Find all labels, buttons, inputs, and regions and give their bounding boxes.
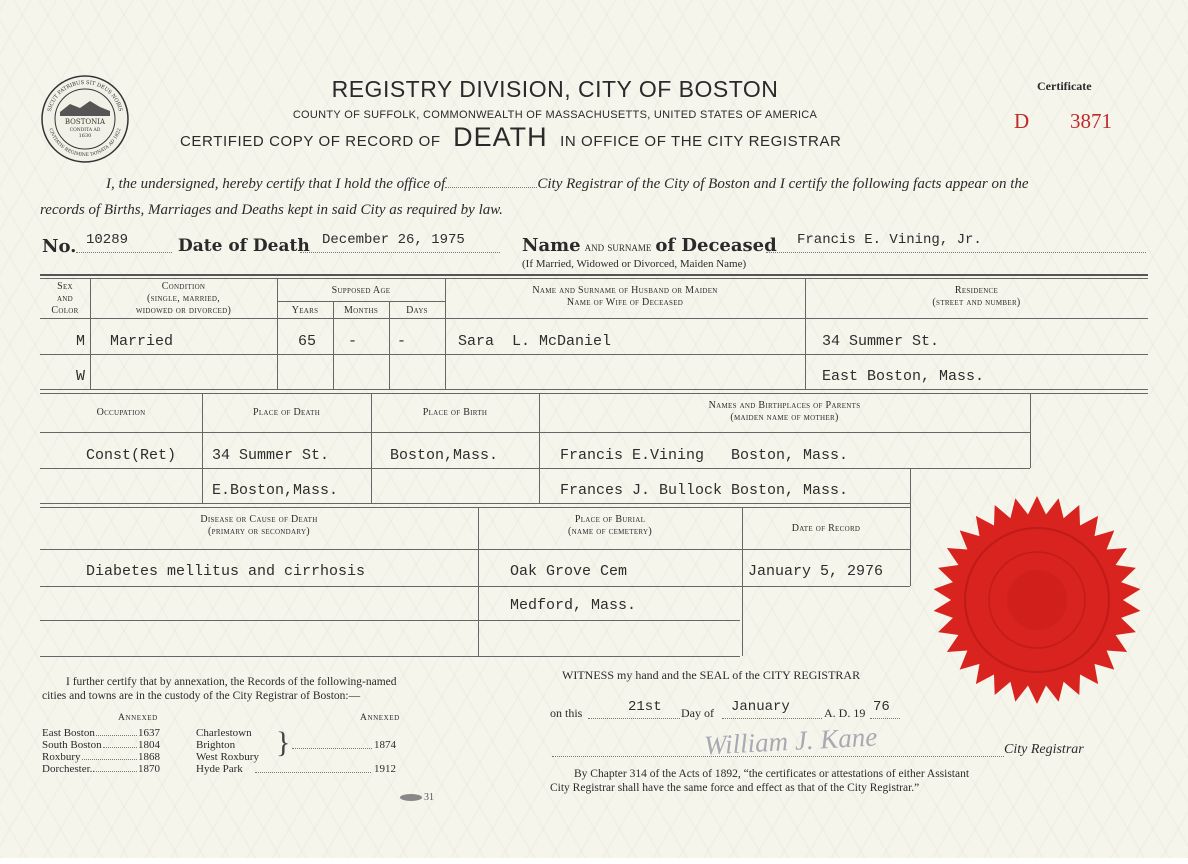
date-of-death-label: Date of Death	[178, 236, 310, 256]
residence-line-1: 34 Summer St.	[822, 333, 940, 350]
seal-ring-bottom: CIVITATIS REGIMINE DONATA AD 1822	[47, 127, 123, 159]
deceased-name: Francis E. Vining, Jr.	[797, 232, 982, 248]
witness-month: January	[731, 699, 790, 715]
red-registrar-seal-icon	[928, 495, 1146, 705]
annex-row-east-boston	[42, 727, 160, 739]
witness-day-of: Day of	[681, 706, 714, 720]
certified-line	[180, 122, 940, 153]
header-color: Color	[51, 305, 79, 316]
boston-city-seal-icon	[40, 74, 130, 164]
certificate-number: 3871	[1070, 109, 1112, 133]
header-condition-sub2: widowed or divorced)	[135, 305, 232, 316]
certify-text-b: City Registrar of the City of Boston and I certify the following facts appear on the	[537, 176, 1029, 192]
header-sex-color	[40, 281, 90, 317]
header-years: Years	[291, 305, 319, 316]
header-parents-sub: (maiden name of mother)	[730, 412, 839, 423]
annex-year: 1870	[138, 763, 160, 775]
header-burial	[478, 514, 742, 538]
annex-year: 1804	[138, 739, 160, 751]
header-days: Days	[406, 305, 428, 316]
header-condition-title: Condition	[161, 281, 206, 292]
annexed-heading-left: Annexed	[118, 713, 158, 723]
header-disease	[40, 514, 478, 538]
header-spouse-1: Name and Surname of Husband or Maiden	[532, 285, 718, 296]
condition-value: Married	[110, 333, 174, 350]
burial-line-2: Medford, Mass.	[510, 597, 637, 614]
certified-death: DEATH	[453, 122, 548, 152]
annex-town-west-roxbury: West Roxbury	[196, 751, 259, 763]
certified-post: IN OFFICE OF THE CITY REGISTRAR	[560, 133, 842, 150]
header-parents-title: Names and Birthplaces of Parents	[708, 400, 861, 411]
annex-intro-2: cities and towns are in the custody of the City Registrar of Boston:—	[42, 690, 361, 702]
header-burial-sub: (name of cemetery)	[568, 526, 652, 537]
header-spouse-2: Name of Wife of Deceased	[566, 297, 684, 308]
name-label-b: and surname	[584, 239, 652, 254]
header-sex: Sex	[57, 281, 73, 292]
header-residence-sub: (street and number)	[932, 297, 1021, 308]
record-no-label: No.	[42, 236, 77, 257]
header-place-of-death: Place of Death	[252, 407, 321, 418]
chapter-line-2: City Registrar shall have the same force and effect as that of the City Registrar.”	[550, 782, 920, 794]
mother-value: Frances J. Bullock Boston, Mass.	[560, 482, 849, 499]
brace-icon: }	[276, 726, 291, 759]
age-days-value: -	[397, 333, 407, 350]
certify-line-2: records of Births, Marriages and Deaths kept in said City as required by law.	[40, 202, 503, 218]
annexed-heading-right: Annexed	[360, 713, 400, 723]
father-value: Francis E.Vining Boston, Mass.	[560, 447, 849, 464]
date-of-death-value: December 26, 1975	[322, 232, 465, 248]
annex-right-year: 1874	[374, 739, 396, 751]
annex-row-roxbury	[42, 751, 160, 763]
union-bug-icon	[400, 794, 422, 801]
certificate-prefix: D	[1014, 109, 1030, 133]
place-of-death-line-2: E.Boston,Mass.	[212, 482, 339, 499]
record-no-value: 10289	[86, 232, 129, 248]
registrar-signature: William J. Kane	[703, 721, 878, 761]
place-of-birth-value: Boston,Mass.	[390, 447, 499, 464]
date-of-record-value: January 5, 2976	[748, 563, 884, 580]
annex-left-list	[42, 727, 160, 775]
header-date-of-record: Date of Record	[791, 523, 861, 534]
form-number	[400, 792, 434, 803]
place-of-death-line-1: 34 Summer St.	[212, 447, 330, 464]
certificate-label: Certificate	[1037, 79, 1092, 93]
witness-text: WITNESS my hand and the SEAL of the CITY REGISTRAR	[562, 668, 861, 682]
burial-line-1: Oak Grove Cem	[510, 563, 628, 580]
annex-row-dorchester	[42, 763, 160, 775]
occupation-value: Const(Ret)	[86, 447, 177, 464]
annex-town: South Boston	[42, 739, 102, 751]
city-registrar-label: City Registrar	[1004, 742, 1084, 757]
annex-row-south-boston	[42, 739, 160, 751]
county-line: COUNTY OF SUFFOLK, COMMONWEALTH OF MASSACHUSETTS, UNITED STATES OF AMERICA	[292, 109, 818, 121]
name-label-c: of Deceased	[655, 235, 777, 256]
annex-year: 1868	[138, 751, 160, 763]
witness-on-this: on this	[550, 706, 583, 720]
annex-town: Dorchester..	[42, 763, 96, 775]
residence-line-2: East Boston, Mass.	[822, 368, 985, 385]
annex-intro-1: I further certify that by annexation, the Records of the following-named	[66, 676, 397, 688]
name-label	[522, 235, 777, 256]
header-occupation: Occupation	[96, 407, 146, 418]
header-place-of-birth: Place of Birth	[422, 407, 488, 418]
annex-town-charlestown: Charlestown	[196, 727, 252, 739]
seal-year: 1630	[78, 133, 92, 139]
spouse-value: Sara L. McDaniel	[458, 333, 612, 350]
maiden-name-note: (If Married, Widowed or Divorced, Maiden Name)	[522, 258, 747, 270]
chapter-line-1: By Chapter 314 of the Acts of 1892, “the certificates or attestations of either Assistant	[574, 768, 970, 780]
witness-day: 21st	[628, 699, 662, 715]
header-condition-sub1: (single, married,	[146, 293, 221, 304]
annex-town: Roxbury	[42, 751, 81, 763]
witness-year: 76	[873, 699, 890, 715]
annex-town: East Boston	[42, 727, 95, 739]
header-disease-sub: (primary or secondary)	[208, 526, 310, 537]
header-condition	[90, 281, 277, 317]
seal-condita: CONDITA AD	[69, 128, 101, 133]
annex-year: 1637	[138, 727, 160, 739]
sex-value: M	[76, 333, 86, 350]
witness-ad: A. D. 19	[824, 706, 866, 720]
annex-hyde-park: Hyde Park	[196, 763, 243, 775]
header-and: and	[56, 293, 74, 304]
header-burial-title: Place of Burial	[574, 514, 646, 525]
certified-pre: CERTIFIED COPY OF RECORD OF	[180, 133, 441, 150]
header-residence-title: Residence	[954, 285, 999, 296]
registry-title: REGISTRY DIVISION, CITY OF BOSTON	[331, 76, 779, 102]
certify-line-1	[106, 176, 1029, 193]
header-parents	[539, 400, 1030, 424]
header-months: Months	[343, 305, 379, 316]
annex-hyde-year: 1912	[374, 763, 396, 775]
annex-town-brighton: Brighton	[196, 739, 236, 751]
disease-value: Diabetes mellitus and cirrhosis	[86, 563, 366, 580]
form-number-value: 31	[424, 792, 434, 803]
header-spouse	[445, 285, 805, 309]
seal-ring-top: SICUT PATRIBUS SIT DEUS NOBIS	[46, 79, 124, 113]
name-label-a: Name	[522, 235, 581, 256]
certify-text-a: I, the undersigned, hereby certify that I hold the office of	[106, 176, 446, 192]
header-supposed-age: Supposed Age	[331, 285, 391, 296]
header-disease-title: Disease or Cause of Death	[200, 514, 318, 525]
seal-city: BOSTONIA	[64, 118, 106, 126]
age-months-value: -	[348, 333, 358, 350]
header-residence	[805, 285, 1148, 309]
color-value: W	[76, 368, 86, 385]
age-years-value: 65	[298, 333, 317, 350]
annex-right-towns	[196, 727, 259, 763]
